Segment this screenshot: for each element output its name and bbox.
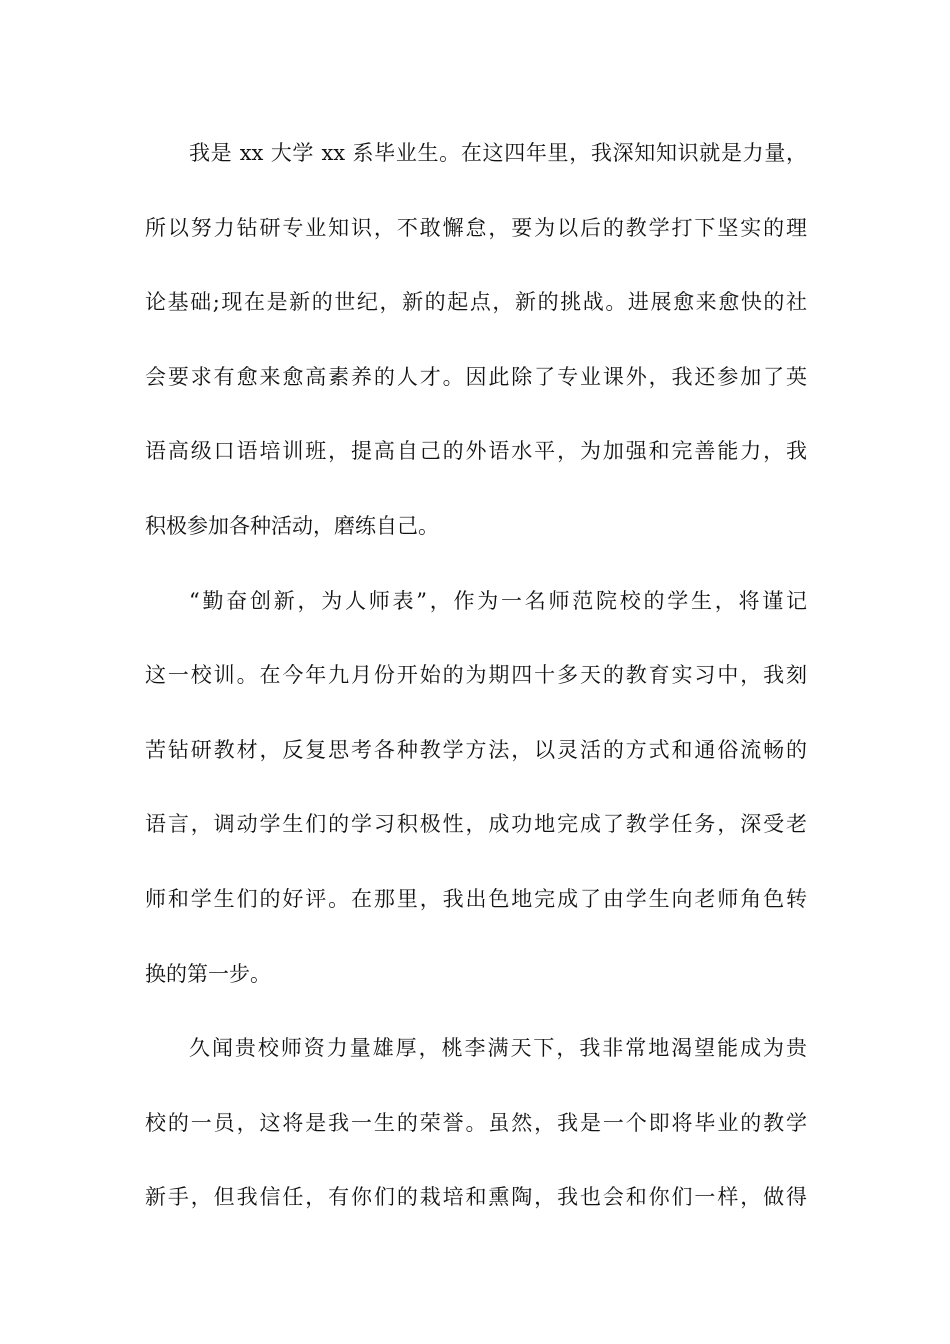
text-line: 这一校训。在今年九月份开始的为期四十多天的教育实习中，我刻 — [145, 663, 807, 688]
text-line: 校的一员，这将是我一生的荣誉。虽然，我是一个即将毕业的教学 — [145, 1110, 807, 1135]
text-line: 久闻贵校师资力量雄厚，桃李满天下，我非常地渴望能成为贵 — [189, 1036, 807, 1061]
text-line: 积极参加各种活动，磨练自己。 — [145, 513, 439, 538]
text-line: 我是 xx 大学 xx 系毕业生。在这四年里，我深知知识就是力量， — [189, 141, 807, 165]
text-line: 语高级口语培训班，提高自己的外语水平，为加强和完善能力，我 — [145, 439, 807, 464]
text-line: 新手，但我信任，有你们的栽培和熏陶，我也会和你们一样，做得 — [145, 1185, 807, 1210]
text-line: 所以努力钻研专业知识，不敢懈怠，要为以后的教学打下坚实的理 — [145, 215, 807, 240]
text-line: 语言，调动学生们的学习积极性，成功地完成了教学任务，深受老 — [145, 812, 807, 837]
text-line: “勤奋创新，为人师表”，作为一名师范院校的学生，将谨记 — [189, 588, 807, 613]
text-line: 论基础;现在是新的世纪，新的起点，新的挑战。进展愈来愈快的社 — [145, 290, 807, 315]
text-line: 会要求有愈来愈高素养的人才。因此除了专业课外，我还参加了英 — [145, 364, 807, 389]
text-line: 苦钻研教材，反复思考各种教学方法，以灵活的方式和通俗流畅的 — [145, 737, 807, 762]
text-line: 换的第一步。 — [145, 961, 271, 986]
document-body — [145, 128, 807, 1247]
text-line: 师和学生们的好评。在那里，我出色地完成了由学生向老师角色转 — [145, 886, 807, 911]
